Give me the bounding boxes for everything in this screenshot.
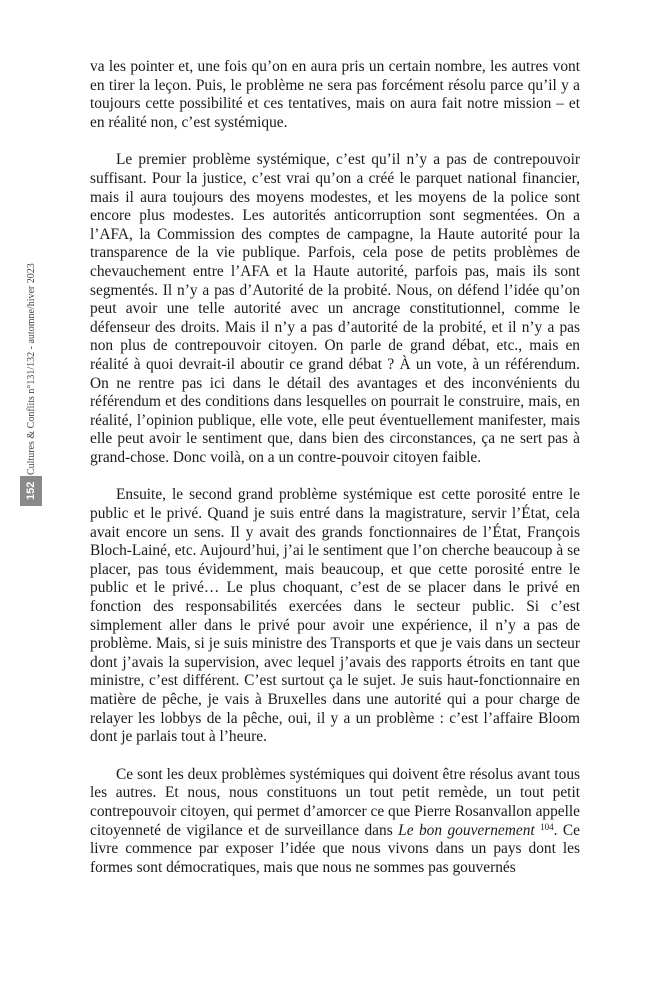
paragraph-1: va les pointer et, une fois qu’on en aura pris un certain nombre, les autres vont en tirer la leçon. Puis, le problème ne sera pas forcément résolu parce qu’il y a toujours cette possibilité et ces tentatives, mais on aura fait notre mission – et en réalité non, c’est systémique. xyxy=(90,58,580,131)
paragraph-3: Ensuite, le second grand problème systémique est cette porosité entre le public et le privé. Quand je suis entré dans la magistrature, servir l’État, cela avait encore un sens. Il y avait des grands fonctionnaires de l’État, François Bloch-Lainé, etc. Aujourd’hui, j’ai le sentiment que l’on cherche beaucoup à se placer, pas tous évidemment, mais beaucoup, et que cette porosité entre le public et le privé… Le plus choquant, c’est de se placer dans le privé en fonction des responsabilités exercées dans le secteur public. Si c’est simplement aller dans le privé pour avoir une expérience, il n’y a pas de problème. Mais, si je suis ministre des Transports et que je vais dans un secteur dont j’avais la supervision, avec lequel j’avais des rapports étroits en tant que ministre, c’est différent. C’est surtout ça le sujet. Je suis haut-fonctionnaire en matière de pêche, je vais à Bruxelles dans une autorité qui a pour charge de relayer les lobbys de la pêche, oui, il y a un problème : c’est l’affaire Bloom dont je parlais tout à l’heure. xyxy=(90,486,580,746)
book-title: Le bon gouvernement xyxy=(398,821,535,839)
paragraph-4 xyxy=(90,766,580,878)
page-number: 152 xyxy=(20,476,42,506)
body-text xyxy=(90,58,580,896)
running-head: Cultures & Conflits n°131/132 - automne/hiver 2023 xyxy=(26,263,37,475)
paragraph-4-text-before: Ce sont les deux problèmes systémiques qui doivent être résolus avant tous les autres. Et nous, nous constituons un tout petit remède, un tout petit contrepouvoir citoyen, qui permet d’amorcer ce que Pierre Rosanvallon appelle citoyenneté de vigilance et de surveillance dans xyxy=(90,765,580,839)
footnote-reference[interactable]: 104 xyxy=(540,821,554,832)
paragraph-2: Le premier problème systémique, c’est qu’il n’y a pas de contrepouvoir suffisant. Pour la justice, c’est vrai qu’on a créé le parquet national financier, mais il aura toujours des moyens modestes, et les moyens de la police sont encore plus modestes. Les autorités anticorruption sont segmentées. On a l’AFA, la Commission des comptes de campagne, la Haute autorité pour la transparence de la vie publique. Parfois, cela pose de petits problèmes de chevauchement entre l’AFA et la Haute autorité, parfois pas, mais ils sont segmentés. Il n’y a pas d’Autorité de la probité. Nous, on défend l’idée qu’on peut avoir une telle autorité avec un ancrage constitutionnel, comme le défenseur des droits. Mais il n’y a pas d’autorité de la probité, et il n’y a pas non plus de contrepouvoir citoyen. On parle de grand débat, etc., mais en réalité à quoi devrait-il aboutir ce grand débat ? À un vote, à un référendum. On ne rentre pas ici dans le détail des avantages et des inconvénients du référendum et des conditions dans lesquelles on pourrait le construire, mais, en réalité, l’opinion publique, elle vote, elle peut éventuellement manifester, mais elle peut avoir le sentiment que, dans bien des circonstances, ça ne sert pas à grand-chose. Donc voilà, on a un contre-pouvoir citoyen faible. xyxy=(90,151,580,466)
paragraph-4-text-after: . Ce livre commence par exposer l’idée que nous vivons dans un pays dont les formes sont démocratiques, mais que nous ne sommes pas gouvernés xyxy=(90,821,581,876)
